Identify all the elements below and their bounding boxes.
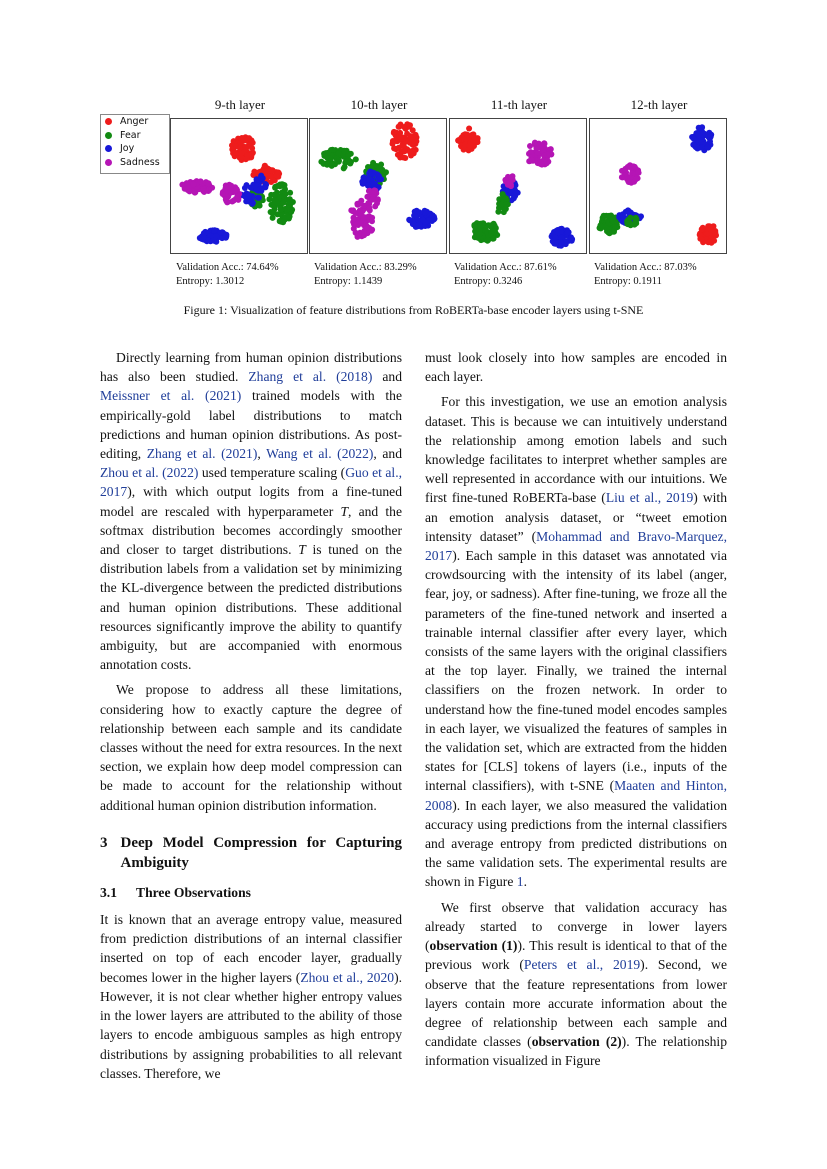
scatter-point [416,209,422,215]
scatter-point [610,216,616,222]
scatter-point [233,187,239,193]
scatter-point [708,226,714,232]
validation-acc: Validation Acc.: 87.03% [594,262,697,273]
scatter-point [690,142,696,148]
scatter-point [270,215,276,221]
citation-link[interactable]: Wang et al. (2022) [266,446,374,462]
scatter-point [361,214,367,220]
citation-link[interactable]: Zhou et al. (2022) [100,465,199,481]
scatter-point [321,151,327,157]
scatter-point [632,164,638,170]
scatter-point [402,155,408,161]
scatter-point [416,221,422,227]
scatter-point [558,226,564,232]
scatter-point [625,221,631,227]
scatter-point [627,215,633,221]
scatter-point [201,189,207,195]
validation-acc: Validation Acc.: 87.61% [454,262,557,273]
scatter-point [411,213,417,219]
citation-link[interactable]: Liu et al., 2019 [605,490,694,506]
legend-dot-icon [105,118,112,125]
subsection-heading [100,883,402,902]
scatter-point [361,174,367,180]
scatter-point [357,208,363,214]
scatter-point [223,235,229,241]
scatter-point [346,157,352,163]
legend-label: Fear [120,129,141,141]
legend-item [101,142,169,156]
scatter-point [636,170,642,176]
validation-acc: Validation Acc.: 83.29% [314,262,417,273]
scatter-point [612,224,618,230]
panel-title-11: 11-th layer [490,97,548,112]
scatter-point [396,124,402,130]
paragraph: must look closely into how samples are encoded in each layer. [425,350,727,385]
scatter-point [246,135,252,141]
scatter-point [286,204,292,210]
scatter-point [249,152,255,158]
scatter-point [213,233,219,239]
scatter-point [466,126,472,132]
scatter-point [249,145,255,151]
scatter-point [711,238,717,244]
scatter-point [422,219,428,225]
scatter-point [220,191,226,197]
scatter-point [633,176,639,182]
scatter-point [352,216,358,222]
scatter-point [697,236,703,242]
scatter-point [599,223,605,229]
scatter-point [413,147,419,153]
scatter-point [232,150,238,156]
scatter-point [368,177,374,183]
scatter-point [275,200,281,206]
citation-link[interactable]: Maaten and Hinton, 2008 [425,778,727,813]
citation-link[interactable]: Mohammad and Bravo-Marquez, 2017 [425,528,727,564]
legend-dot-icon [105,145,112,152]
scatter-point [699,226,705,232]
scatter-point [355,234,361,240]
left-column [100,348,402,1083]
scatter-point [258,188,264,194]
scatter-point [334,156,340,162]
paragraph: We propose to address all these limitations, considering how to exactly capture the degree of relationship between each sample and its candidate classes without the need for extra resources. In the next section, we explain how deep model compression can be made to account for the relationship without additional human opinion distribution information. [100,682,402,813]
scatter-point [341,165,347,171]
right-column [425,348,727,1071]
scatter-point [369,215,375,221]
legend-dot-icon [105,159,112,166]
section-title: Deep Model Compression for Capturing Ambiguity [120,834,402,871]
scatter-point [187,188,193,194]
panel-stats-10 [314,261,417,288]
scatter-point [399,136,405,142]
section-heading [100,833,402,873]
scatter-point [563,241,569,247]
scatter-point [529,157,535,163]
citation-link[interactable]: Meissner et al. (2021) [100,388,242,404]
scatter-point [228,183,234,189]
legend-item [101,115,169,129]
scatter-point [395,152,401,158]
panel-stats-11 [454,261,557,288]
scatter-point [328,156,334,162]
scatter-point [238,155,244,161]
scatter-point [477,223,483,229]
scatter-point [546,151,552,157]
citation-link[interactable]: Peters et al., 2019 [523,957,641,973]
scatter-point [407,217,413,223]
scatter-point [275,170,281,176]
entropy: Entropy: 1.3012 [176,275,245,287]
validation-acc: Validation Acc.: 74.64% [176,262,279,273]
scatter-point [205,237,211,243]
paragraph: For this investigation, we use an emotion analysis dataset. This is because we can intuitively understand the relationship among emotion labels and such knowledge facilitates to interpret whether samples are well represented in accordance with our intuitions. We first fine-tuned RoBERTa-base (Liu et al., 2019) with an emotion analysis dataset, or “tweet emotion intensity dataset” (Mohammad and Bravo-Marquez, 2017). Each sample in this dataset was annotated via crowdsourcing with the intensity of its label (anger, fear, joy, or sadness). After fine-tuning, we froze all the parameters of the fine-tuned network and inserted a trainable internal classifier after every layer, which consists of the same layers with the original classifiers at the top layer. Finally, we trained the internal classifiers on the frozen network. In order to understand how the fine-tuned model encodes samples in each layer, we visualized the features of samples in the validation set, which are extracted from the hidden states for [CLS] tokens of layers (i.e., inputs of the internal classifiers), with t-SNE (Maaten and Hinton, 2008). In each layer, we also measured the validation accuracy using predictions from the internal classifiers and average entropy from predicted distributions on the same validation sets. The experimental results are shown in Figure 1. [425,394,727,890]
scatter-point [357,201,363,207]
scatter-point [488,222,494,228]
legend-label: Sadness [120,156,160,168]
tsne-panel-11 [449,118,587,254]
scatter-point [552,234,558,240]
scatter-point [491,229,497,235]
panel-title-9: 9-th layer [214,97,266,112]
legend-item [101,129,169,143]
scatter-point [568,235,574,241]
scatter-point [506,182,512,188]
scatter-point [368,170,374,176]
scatter-point [250,200,256,206]
panel-stats-9 [176,261,279,288]
panel-stats-12 [594,261,697,288]
scatter-point [483,226,489,232]
scatter-point [390,138,396,144]
entropy: Entropy: 0.3246 [454,275,523,287]
panel-title-10: 10-th layer [350,97,408,112]
paragraph: It is known that an average entropy value, measured from prediction distributions of an internal classifier inserted on top of each encoder layer, gradually becomes lower in the higher layers (Zhou et al., 2020). However, it is not clear whether higher entropy values in the lower layers are attributed to the ability of those layers to encode ambiguous samples as high entropy distributions by assigning probabilities to all relevant classes. Therefore, we [100,912,402,1081]
tsne-panel-9 [170,118,308,254]
scatter-point [370,197,376,203]
scatter-point [430,217,436,223]
legend-item [101,156,169,170]
scatter-point [402,148,408,154]
scatter-point [464,132,470,138]
scatter-point [498,202,504,208]
citation-link[interactable]: Zhou et al., 2020 [300,969,395,985]
scatter-point [245,194,251,200]
figure-legend [100,114,170,174]
paragraph: We first observe that validation accuracy has already started to converge in lower layers (observation (1)). This result is identical to that of the previous work (Peters et al., 2019). Second, we observe that the feature representations from lower layers contain more accurate information about the degree of relationship between each sample and candidate classes (observation (2)). The relationship information visualized in Figure [425,899,728,1069]
scatter-point [625,178,631,184]
subsection-title: Three Observations [136,884,251,900]
scatter-point [243,156,249,162]
scatter-point [404,131,410,137]
scatter-point [508,174,514,180]
scatter-point [231,198,237,204]
scatter-point [475,235,481,241]
scatter-point [699,124,705,130]
citation-link[interactable]: 1 [516,874,524,890]
legend-dot-icon [105,132,112,139]
scatter-point [280,200,286,206]
legend-label: Anger [120,116,149,128]
scatter-point [341,148,347,154]
scatter-point [474,139,480,145]
scatter-point [472,223,478,229]
scatter-point [223,196,229,202]
scatter-point [237,145,243,151]
scatter-point [254,176,260,182]
scatter-point [601,214,607,220]
scatter-point [633,218,639,224]
scatter-point [268,192,274,198]
scatter-point [353,156,359,162]
scatter-point [366,205,372,211]
subsection-number: 3.1 [100,884,117,900]
entropy: Entropy: 0.1911 [594,275,662,287]
scatter-point [491,236,497,242]
scatter-point [353,221,359,227]
paragraph: Directly learning from human opinion distributions has also been studied. Zhang et al. (2018) and Meissner et al. (2021) trained models with the empirically-gold label distributions to match predictions and human opinion distributions. As post-editing, Zhang et al. (2021), Wang et al. (2022), and Zhou et al. (2022) used temperature scaling (Guo et al., 2017), with which output logits from a fine-tuned model are rescaled with hyperparameter T, and the softmax distribution becomes accordingly smoother and closer to target distributions. T is tuned on the distribution labels from a validation set by minimizing the KL-divergence between the predicted distributions and human opinion distributions. These additional resources significantly improve the ability to quantify ambiguity, but are accompanied with enormous annotation costs. [100,350,403,673]
citation-link[interactable]: Guo et al., 2017 [100,465,402,500]
scatter-point [619,174,625,180]
citation-link[interactable]: Zhang et al. (2018) [248,369,373,385]
scatter-point [265,166,271,172]
tsne-panel-10 [309,118,447,254]
scatter-point [198,178,204,184]
scatter-point [539,162,545,168]
scatter-point [255,195,261,201]
scatter-point [211,228,217,234]
scatter-point [258,173,264,179]
scatter-point [252,183,258,189]
scatter-point [532,140,538,146]
entropy: Entropy: 1.1439 [314,275,383,287]
scatter-point [411,140,417,146]
legend-label: Joy [120,143,135,155]
tsne-panel-12 [589,118,727,254]
scatter-point [625,208,631,214]
scatter-point [361,232,367,238]
scatter-point [410,127,416,133]
scatter-point [360,179,366,185]
scatter-point [190,181,196,187]
scatter-point [708,134,714,140]
scatter-point [564,229,570,235]
scatter-point [705,239,711,245]
scatter-point [535,150,541,156]
scatter-point [467,143,473,149]
scatter-point [512,193,518,199]
section-number: 3 [100,834,108,851]
scatter-point [206,181,212,187]
figure-caption: Figure 1: Visualization of feature distributions from RoBERTa-base encoder layers using t-SNE [183,303,644,317]
citation-link[interactable]: Zhang et al. (2021) [146,446,258,462]
panel-title-12: 12-th layer [630,97,688,112]
scatter-point [485,237,491,243]
scatter-point [269,210,275,216]
scatter-point [407,149,413,155]
scatter-point [335,150,341,156]
scatter-point [241,136,247,142]
scatter-point [279,181,285,187]
scatter-point [422,210,428,216]
scatter-point [364,225,370,231]
scatter-point [391,129,397,135]
